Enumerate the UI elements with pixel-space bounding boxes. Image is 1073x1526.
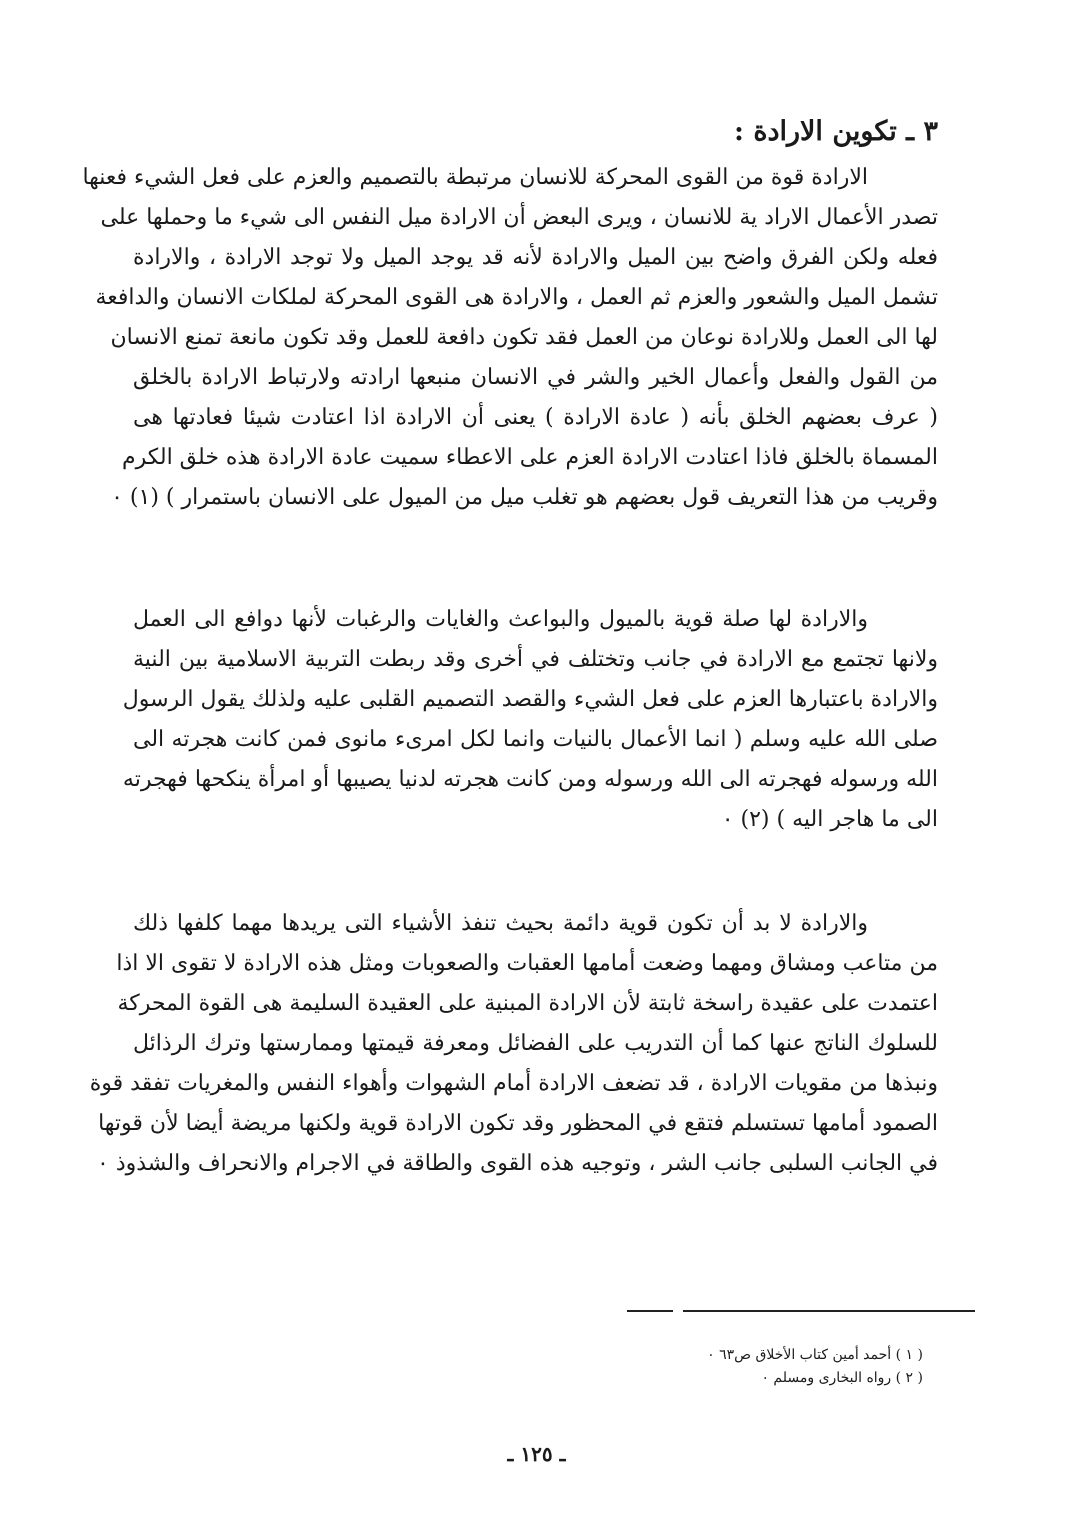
paragraph-line: والارادة باعتبارها العزم على فعل الشيء والقصد التصميم القلبى عليه ولذلك يقول الرسول [122, 687, 938, 712]
paragraph-line: والارادة لا بد أن تكون قوية دائمة بحيث تنفذ الأشياء التى يريدها مهما كلفها ذلك [133, 911, 868, 936]
paragraph-line: والارادة لها صلة قوية بالميول والبواعث والغايات والرغبات لأنها دوافع الى العمل [133, 607, 868, 632]
paragraph-line: ( عرف بعضهم الخلق بأنه ( عادة الارادة ) يعنى أن الارادة اذا اعتادت شيئا فعادتها هى [133, 405, 938, 430]
section-heading: ٣ ـ تكوين الارادة : [733, 116, 938, 147]
paragraph-line: ونبذها من مقويات الارادة ، قد تضعف الارادة أمام الشهوات وأهواء النفس والمغريات تفقد قوة [89, 1071, 938, 1096]
paragraph-line: صلى الله عليه وسلم ( انما الأعمال بالنيات وانما لكل امرىء مانوى فمن كانت هجرته الى [133, 727, 938, 752]
paragraph-line: لها الى العمل وللارادة نوعان من العمل فقد تكون دافعة للعمل وقد تكون مانعة تمنع الانسان [110, 325, 938, 350]
paragraph-3 [89, 904, 938, 1184]
page-number: ـ ١٢٥ ـ [507, 1442, 566, 1466]
footnote-separator-short [627, 1310, 673, 1312]
paragraph-line: المسماة بالخلق فاذا اعتادت الارادة العزم على الاعطاء سميت عادة الارادة هذه خلق الكرم [121, 445, 938, 470]
paragraph-line: للسلوك الناتج عنها كما أن التدريب على الفضائل ومعرفة قيمتها وممارستها وترك الرذائل [133, 1031, 938, 1056]
paragraph-line: الى ما هاجر اليه ) (٢) ٠ [721, 807, 938, 832]
paragraph-2 [122, 600, 938, 840]
paragraph-line: ولانها تجتمع مع الارادة في جانب وتختلف في أخرى وقد ربطت التربية الاسلامية بين النية [133, 647, 938, 672]
paragraph-line: وقريب من هذا التعريف قول بعضهم هو تغلب ميل من الميول على الانسان باستمرار ) (١) ٠ [111, 485, 938, 510]
paragraph-line: الصمود أمامها تستسلم فتقع في المحظور وقد تكون الارادة قوية ولكنها مريضة أيضا لأن قوتها [98, 1111, 938, 1136]
paragraph-1 [82, 158, 938, 518]
paragraph-line: فعله ولكن الفرق واضح بين الميل والارادة لأنه قد يوجد الميل ولا توجد الارادة ، والارادة [133, 245, 938, 270]
paragraph-line: الله ورسوله فهجرته الى الله ورسوله ومن كانت هجرته لدنيا يصيبها أو امرأة ينكحها فهجرته [122, 767, 938, 792]
footnote-separator [683, 1310, 975, 1312]
paragraph-line: الارادة قوة من القوى المحركة للانسان مرتبطة بالتصميم والعزم على فعل الشيء فعنها [82, 165, 868, 190]
paragraph-line: تشمل الميل والشعور والعزم ثم العمل ، والارادة هى القوى المحركة لملكات الانسان والدافعة [95, 285, 938, 310]
paragraph-line: اعتمدت على عقيدة راسخة ثابتة لأن الارادة المبنية على العقيدة السليمة هى القوة المحركة [117, 991, 938, 1016]
footnote-1: ( ١ ) أحمد أمين كتاب الأخلاق ص٦٣ ٠ [707, 1347, 923, 1363]
footnote-2: ( ٢ ) رواه البخارى ومسلم ٠ [761, 1370, 923, 1386]
footnotes [423, 1344, 923, 1390]
paragraph-line: في الجانب السلبى جانب الشر ، وتوجيه هذه القوى والطاقة في الاجرام والانحراف والشذوذ ٠ [97, 1151, 938, 1176]
paragraph-line: من متاعب ومشاق ومهما وضعت أمامها العقبات والصعوبات ومثل هذه الارادة لا تقوى الا اذا [116, 951, 938, 976]
paragraph-line: تصدر الأعمال الاراد ية للانسان ، ويرى البعض أن الارادة ميل النفس الى شيء ما وحملها على [100, 205, 938, 230]
paragraph-line: من القول والفعل وأعمال الخير والشر في الانسان منبعها ارادته ولارتباط الارادة بالخلق [133, 365, 938, 390]
